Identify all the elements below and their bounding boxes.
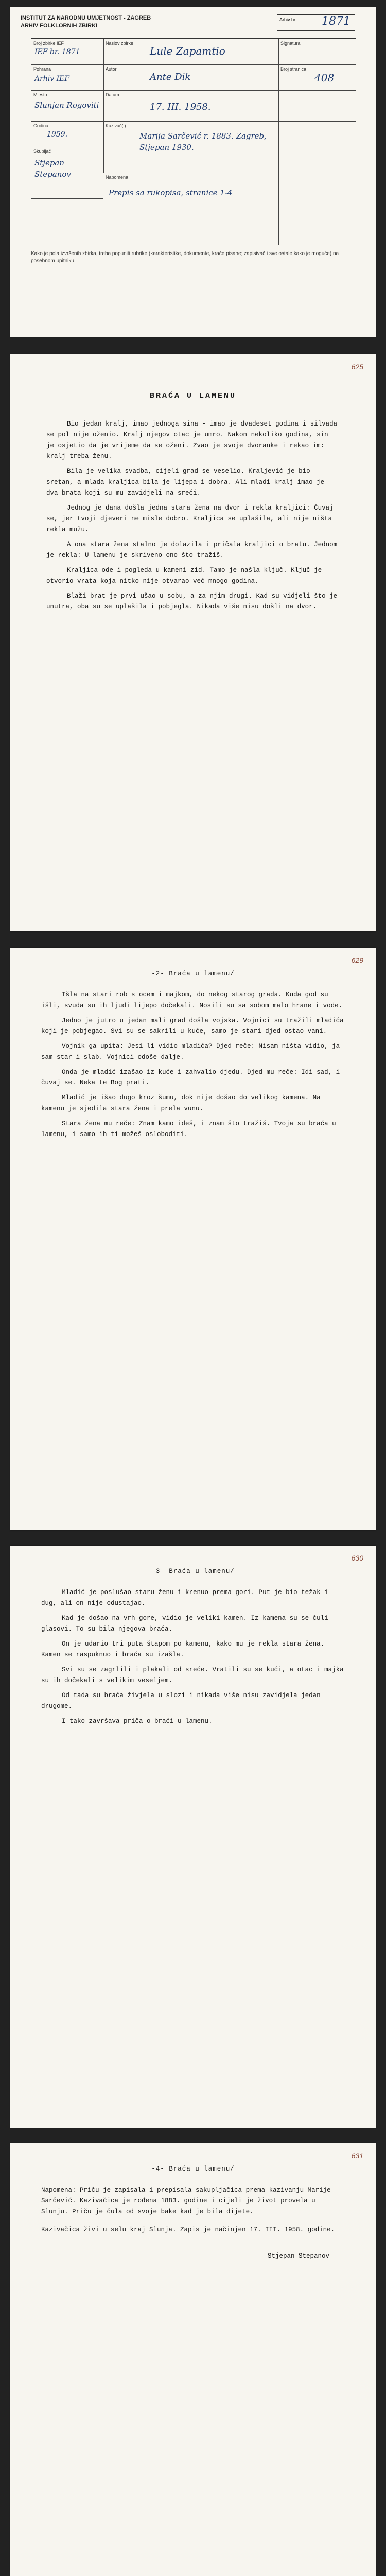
paragraph: Mladić je poslušao staru ženu i krenuo prema gori. Put je bio težak i dug, ali on nije odustajao. [41, 1589, 328, 1607]
paragraph: Stara žena mu reče: Znam kamo ideš, i znam što tražiš. Tvoja su braća u lamenu, i samo ih ti možeš osloboditi. [41, 1120, 336, 1138]
informant-label: Kazivač(i) [106, 123, 126, 128]
pages-label: Broj stranica [280, 66, 307, 72]
collector-label: Skupljač [33, 149, 51, 154]
story-page-3 [10, 1546, 376, 2128]
folio-number: 631 [351, 2151, 363, 2160]
paragraph: Kad je došao na vrh gore, vidio je veliki kamen. Iz kamena su se čuli glasovi. To su bila njegova braća. [41, 1615, 328, 1633]
story-page-2 [10, 948, 376, 1530]
card-footer-note: Kako je pola izvršenih zbirka, treba popuniti rubrike (karakteristike, dokumente, kraće pisane; zapisivač i sve ostale kako je moguće) na posebnom upitniku. [31, 251, 339, 264]
place-label: Mjesto [33, 92, 47, 97]
storage-label: Pohrana [33, 66, 51, 72]
pages-cell [278, 64, 356, 91]
paragraph: Kazivačica živi u selu kraj Slunja. Zapis je načinjen 17. III. 1958. godine. [41, 2226, 335, 2233]
paragraph: Vojnik ga upita: Jesi li vidio mladića? Djed reče: Nisam ništa vidio, ja sam star i slab. Vojnici odoše dalje. [41, 1043, 340, 1061]
folio-number: 630 [351, 1554, 363, 1562]
paragraph: Išla na stari rob s ocem i majkom, do nekog starog grada. Kuda god su išli, svuda su ih ljudi lijepo dočekali. Nosili su sa sobom malo hrane i vode. [41, 991, 343, 1009]
year-value: 1959. [47, 130, 68, 139]
story-body [10, 2175, 376, 2262]
story-body [10, 1577, 376, 1727]
pages-value: 408 [314, 72, 335, 84]
collector-cell [31, 147, 103, 199]
paragraph: A ona stara žena stalno je dolazila i pričala kraljici o bratu. Jednom je rekla: U lamenu je skriveno ono što tražiš. [46, 541, 338, 559]
archive-number-box [277, 14, 355, 31]
story-page-4 [10, 2143, 376, 2576]
paragraph: Napomena: Priču je zapisala i prepisala sakupljačica prema kazivanju Marije Sarčević. Kazivačica je rođena 1883. godine i cijeli je život provela u Slunju. Priču je čula od svoje bake kad je bila dijete. [41, 2187, 331, 2215]
title-value: Lule Zapamtio [150, 45, 225, 57]
story-body [10, 979, 376, 1140]
paragraph: Jednog je dana došla jedna stara žena na dvor i rekla kraljici: Čuvaj se, jer tvoji djeveri ne misle dobro. Kraljica se uplašila, ali nije ništa rekla mužu. [46, 504, 334, 533]
archive-number-value: 1871 [322, 15, 350, 28]
paragraph: Blaži brat je prvi ušao u sobu, a za njim drugi. Kad su vidjeli što je unutra, oba su se uplašila i pobjegla. Nikada više nisu došli na dvor. [46, 592, 338, 611]
story-body [10, 401, 376, 613]
paragraph: Onda je mladić izašao iz kuće i zahvalio djedu. Djed mu reče: Idi sad, i čuvaj se. Neka te Bog prati. [41, 1069, 340, 1087]
ref-cell [278, 39, 356, 65]
folio-number: 629 [351, 956, 363, 964]
note-label: Napomena [106, 175, 129, 180]
paragraph: Bila je velika svadba, cijeli grad se veselio. Kraljević je bio sretan, a mlada kraljica bila je lijepa i dobra. Ali mladi kralj imao je dva brata koji su mu zavidjeli na sreći. [46, 468, 325, 497]
paragraph: Mladić je išao dugo kroz šumu, dok nije došao do velikog kamena. Na kamenu je sjedila stara žena i prela vunu. [41, 1094, 321, 1112]
place-cell [31, 90, 103, 122]
card-grid [31, 38, 356, 245]
storage-cell [31, 64, 103, 91]
date-cell [103, 90, 278, 122]
folio-number: 625 [351, 363, 363, 371]
title-cell [103, 39, 278, 65]
note-value: Prepis sa rukopisa, stranice 1-4 [109, 188, 233, 197]
catalogue-card-page [10, 7, 376, 337]
paragraph: Jedno je jutro u jedan mali grad došla vojska. Vojnici su tražili mladića koji je pobjegao. Svi su se sakrili u kuće, samo je stari djed ostao vani. [41, 1017, 344, 1035]
signature: Stjepan Stepanov [267, 2252, 329, 2260]
archive-name: ARHIV FOLKLORNIH ZBIRKI [21, 23, 98, 29]
story-page-1 [10, 354, 376, 931]
blank-cell [278, 90, 356, 122]
paragraph: I tako završava priča o braći u lamenu. [62, 1718, 213, 1725]
year-label: Godina [33, 123, 49, 128]
paragraph: Svi su se zagrlili i plakali od sreće. Vratili su se kući, a otac i majka su ih dočekali s velikim veseljem. [41, 1666, 344, 1684]
page-header: -2- Braća u lamenu/ [151, 970, 235, 977]
place-value: Slunjan Rogoviti [34, 100, 99, 110]
note-cell [103, 173, 356, 245]
paragraph: Kraljica ode i pogleda u kameni zid. Tamo je našla ključ. Ključ je otvorio vrata koja nitko nije otvarao već mnogo godina. [46, 567, 322, 585]
storage-value: Arhiv IEF [34, 75, 70, 83]
author-cell [103, 64, 278, 91]
institute-name: INSTITUT ZA NARODNU UMJETNOST - ZAGREB [21, 15, 151, 21]
author-value: Ante Dik [150, 72, 191, 82]
side-cell [278, 121, 356, 173]
collector-value: Stjepan Stepanov [34, 158, 71, 179]
field-no-cell [31, 39, 103, 65]
page-header: -4- Braća u lamenu/ [151, 2165, 235, 2173]
date-value: 17. III. 1958. [150, 101, 211, 112]
informant-value: Marija Sarčević r. 1883. Zagreb, Stjepan 1930. [139, 131, 267, 152]
paragraph: Od tada su braća živjela u slozi i nikada više nisu zavidjela jedan drugome. [41, 1692, 321, 1710]
year-cell [31, 121, 103, 147]
title-label: Naslov zbirke [106, 41, 134, 46]
paragraph: Bio jedan kralj, imao jednoga sina - imao je dvadeset godina i silvada se pol nije oženio. Kralj njegov otac je umro. Nakon nekoliko godina, sin je osjetio da je vrijeme da se oženi. Zvao je svoje dvoranke i rekao im: kralj treba ženu. [46, 420, 338, 460]
field-no-value: IEF br. 1871 [34, 48, 80, 56]
story-title: BRAĆA U LAMENU [149, 392, 237, 400]
archive-number-label: Arhiv br. [279, 17, 297, 22]
paragraph: On je udario tri puta štapom po kamenu, kako mu je rekla stara žena. Kamen se raspuknuo i braća su izašla. [41, 1640, 325, 1658]
page-header: -3- Braća u lamenu/ [151, 1568, 235, 1575]
field-no-label: Broj zbirke IEF [33, 41, 64, 46]
ref-label: Signatura [280, 41, 301, 46]
author-label: Autor [106, 66, 117, 72]
date-label: Datum [106, 92, 119, 97]
informant-cell [103, 121, 278, 173]
